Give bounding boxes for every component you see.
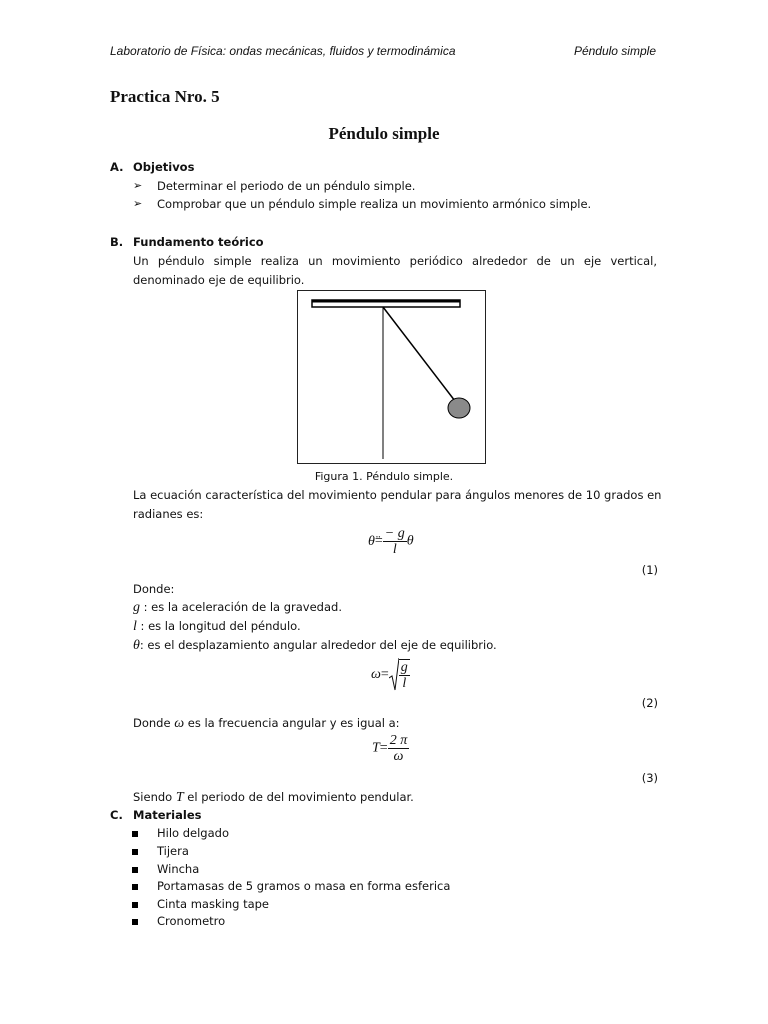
objective-item: Comprobar que un péndulo simple realiza un movimiento armónico simple. (157, 197, 592, 211)
paragraph-line: La ecuación característica del movimiento pendular para ángulos menores de 10 grados en (133, 488, 662, 502)
definition-line (133, 598, 342, 617)
definition-line (133, 636, 497, 655)
def-symbol: θ (133, 638, 140, 653)
eq1-equals: = (374, 533, 383, 549)
square-bullet-icon (132, 919, 138, 925)
eq1-lhs: θ̈ (368, 533, 375, 549)
eq1-fraction (383, 526, 407, 557)
section-b-title: Fundamento teórico (133, 235, 264, 249)
def-text: : es la aceleración de la gravedad. (140, 600, 342, 614)
equation-2 (371, 658, 410, 692)
arrow-bullet-icon: ➢ (133, 197, 143, 210)
equation-number: (3) (641, 771, 658, 785)
def-symbol: g (133, 600, 140, 615)
section-c-title: Materiales (133, 808, 202, 822)
def-text: : es el desplazamiento angular alrededor del eje de equilibrio. (139, 638, 497, 652)
running-header-right: Péndulo simple (573, 44, 656, 58)
donde-label: Donde: (133, 582, 175, 596)
document-title: Péndulo simple (328, 124, 440, 143)
pendulum-string (383, 307, 455, 401)
square-bullet-icon (132, 831, 138, 837)
eq2-equals: = (380, 667, 389, 683)
practice-number: Practica Nro. 5 (110, 87, 220, 106)
eq3-denominator: ω (393, 749, 404, 764)
square-bullet-icon (132, 902, 138, 908)
material-label: Cronometro (157, 914, 226, 928)
paragraph-line: radianes es: (133, 507, 204, 521)
eq2-fraction (399, 659, 410, 691)
square-bullet-icon (132, 884, 138, 890)
material-label: Hilo delgado (157, 826, 229, 840)
eq2-sqrt (389, 658, 410, 692)
material-label: Cinta masking tape (157, 897, 269, 911)
pendulum-diagram (298, 291, 485, 463)
eq3-equals: = (379, 740, 388, 756)
def-symbol: l (133, 619, 137, 634)
arrow-bullet-icon: ➢ (133, 179, 143, 192)
text-fragment: Siendo (133, 790, 176, 804)
pendulum-figure (297, 290, 486, 464)
section-a-label: A. (110, 160, 124, 174)
paragraph-line (133, 714, 400, 733)
equation-1 (368, 526, 414, 557)
sqrt-sign-icon (389, 658, 399, 692)
eq1-denominator: l (392, 542, 397, 557)
material-label: Wincha (157, 862, 200, 876)
eq1-rhs: θ (406, 533, 414, 549)
pendulum-bob (448, 398, 470, 418)
eq3-fraction (388, 733, 410, 764)
square-bullet-icon (132, 849, 138, 855)
square-bullet-icon (132, 867, 138, 873)
equation-number: (1) (641, 563, 658, 577)
omega-symbol: ω (174, 716, 185, 731)
text-fragment: el periodo de del movimiento pendular. (183, 790, 414, 804)
figure-caption: Figura 1. Péndulo simple. (314, 470, 454, 483)
eq3-numerator: 2 π (389, 733, 408, 748)
eq2-denominator: l (402, 676, 407, 691)
text-fragment: Donde (133, 716, 175, 730)
section-a-title: Objetivos (133, 160, 195, 174)
pendulum-support-bar-top (312, 300, 460, 303)
def-text: : es la longitud del péndulo. (136, 619, 301, 633)
section-c-label: C. (110, 808, 123, 822)
eq2-lhs: ω (371, 667, 381, 683)
running-header-left: Laboratorio de Física: ondas mecánicas, fluidos y termodinámica (110, 44, 456, 58)
equation-number: (2) (641, 696, 658, 710)
definition-line (133, 617, 301, 636)
period-symbol: T (175, 790, 184, 805)
equation-3 (372, 733, 409, 764)
material-label: Portamasas de 5 gramos o masa en forma esferica (157, 879, 451, 893)
text-fragment: es la frecuencia angular y es igual a: (184, 716, 400, 730)
section-b-label: B. (110, 235, 124, 249)
eq1-numerator: − g (384, 526, 405, 541)
eq3-lhs: T (372, 740, 380, 756)
paragraph-line: denominado eje de equilibrio. (133, 273, 305, 287)
paragraph-line (133, 788, 414, 807)
paragraph-line: Un péndulo simple realiza un movimiento periódico alrededor de un eje vertical, (133, 254, 657, 268)
material-label: Tijera (157, 844, 189, 858)
objective-item: Determinar el periodo de un péndulo simple. (157, 179, 416, 193)
eq2-numerator: g (400, 660, 408, 675)
